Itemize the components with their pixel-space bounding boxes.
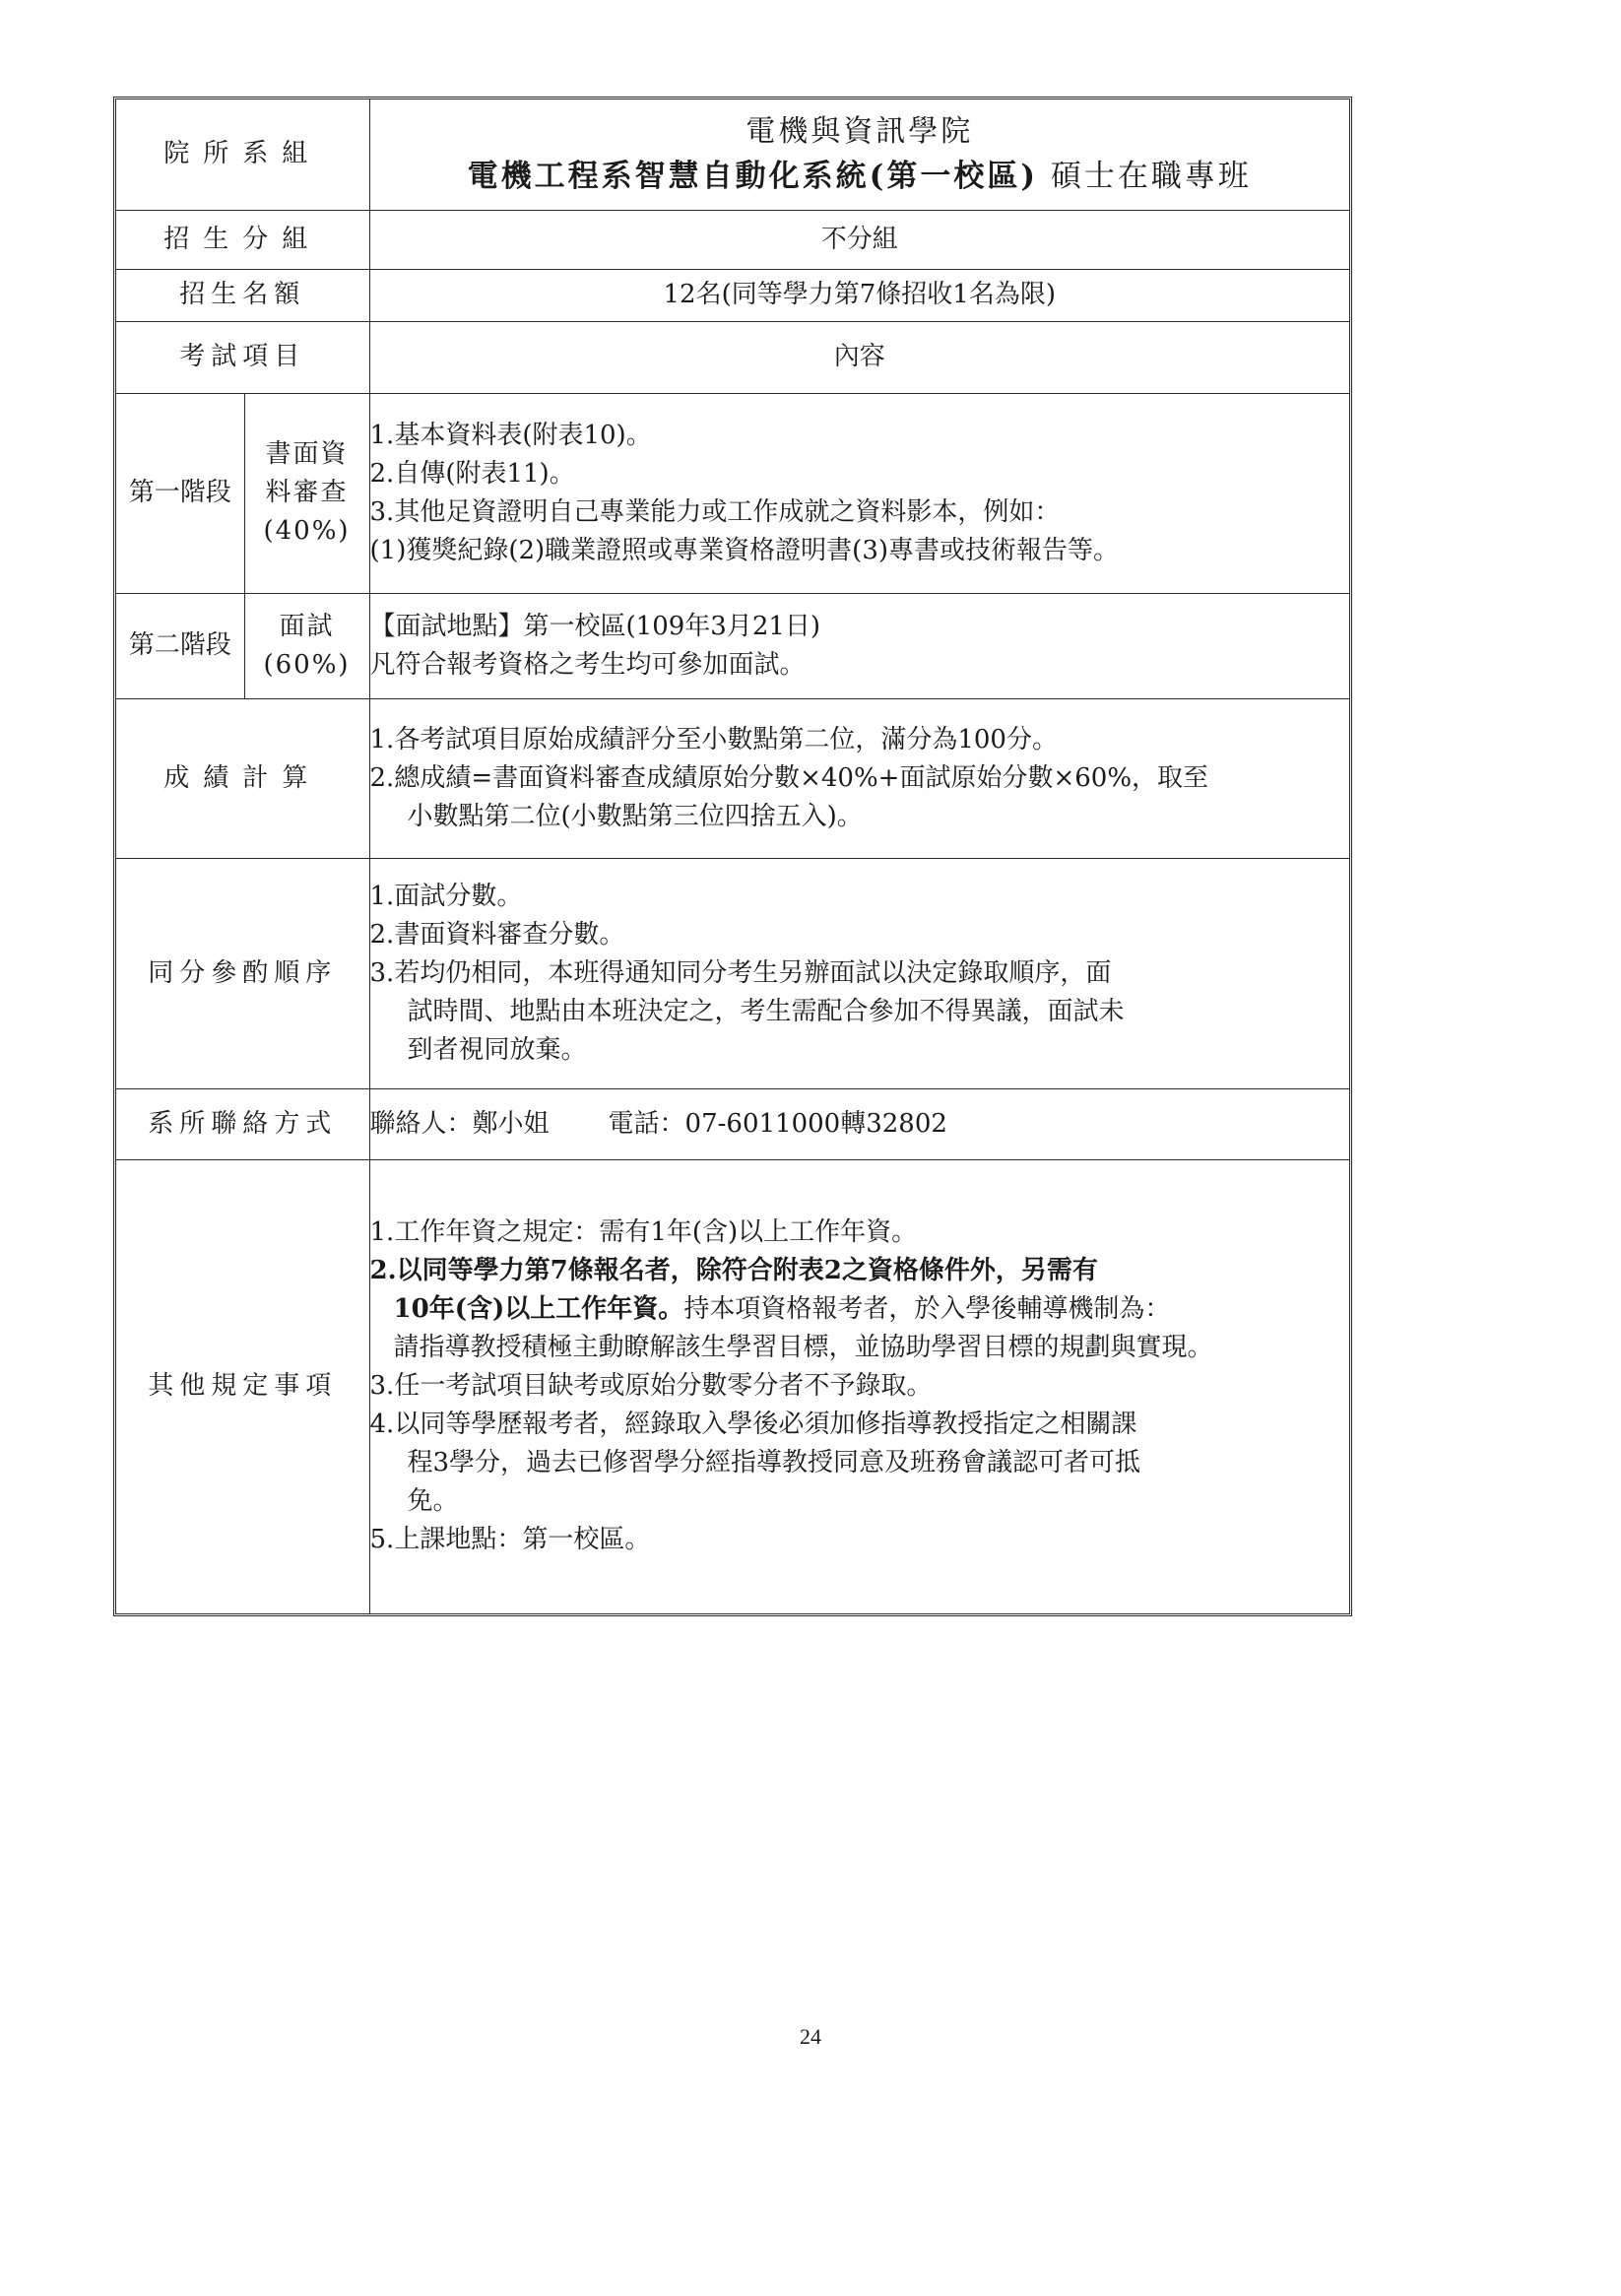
exam-content-heading: 內容: [369, 321, 1349, 393]
other-item: 1.工作年資之規定：需有1年(含)以上工作年資。: [369, 1217, 918, 1248]
stage2-sub: [244, 593, 369, 698]
other-item-bold: 2.以同等學力第7條報名者，除符合附表2之資格條件外，另需有: [369, 1256, 1098, 1286]
contact-label: 系所聯絡方式: [116, 1088, 369, 1159]
other-content: [369, 1159, 1349, 1613]
stage1-sub-line3: (40%): [263, 516, 351, 546]
stage1-item: 3.其他足資證明自己專業能力或工作成就之資料影本，例如：: [369, 496, 1061, 527]
row-other: [116, 1159, 1349, 1613]
other-item: 4.以同等學歷報考者，經錄取入學後必須加修指導教授指定之相關課: [369, 1410, 1137, 1440]
row-score: [116, 698, 1349, 858]
stage1-label: 第一階段: [116, 393, 244, 593]
row-tiebreak: [116, 858, 1349, 1088]
row-exam-header: [116, 321, 1349, 393]
other-item-cont: [370, 1290, 1349, 1329]
stage1-item: (1)獲獎紀錄(2)職業證照或專業資格證明書(3)專書或技術報告等。: [369, 535, 1120, 565]
score-item: 1.各考試項目原始成績評分至小數點第二位，滿分為100分。: [369, 724, 1058, 754]
other-item: 3.任一考試項目缺考或原始分數零分者不予錄取。: [369, 1371, 933, 1402]
contact-phone: 電話：07-6011000轉32802: [608, 1108, 947, 1139]
stage2-sub-line2: (60%): [263, 649, 351, 680]
stage1-content: [369, 393, 1349, 593]
college-name: 電機與資訊學院: [746, 114, 974, 149]
other-item-cont: 程3學分，過去已修習學分經指導教授同意及班務會議認可者可抵: [407, 1448, 1141, 1478]
group-label: 招生分組: [116, 210, 369, 269]
contact-content: [369, 1088, 1349, 1159]
row-group: [116, 210, 1349, 269]
program-name-bold: 電機工程系智慧自動化系統(第一校區): [467, 159, 1038, 194]
stage1-item: 1.基本資料表(附表10)。: [369, 420, 652, 450]
program-name: [370, 154, 1349, 200]
score-label: 成績計算: [116, 698, 369, 858]
row-contact: [116, 1088, 1349, 1159]
tiebreak-item-cont: 到者視同放棄。: [407, 1034, 587, 1065]
tiebreak-item-cont: 試時間、地點由本班決定之，考生需配合參加不得異議，面試未: [407, 996, 1125, 1026]
group-value: 不分組: [369, 210, 1349, 269]
stage1-sub-line2: 料審查: [265, 478, 349, 507]
other-label: 其他規定事項: [116, 1159, 369, 1613]
tiebreak-item: 1.面試分數。: [369, 881, 523, 911]
tiebreak-content: [369, 858, 1349, 1088]
other-item2-bold-cont: 10年(含)以上工作年資。: [393, 1294, 684, 1325]
contact-person: 聯絡人：鄭小姐: [369, 1108, 550, 1139]
row-quota: [116, 269, 1349, 321]
exam-label: 考試項目: [116, 321, 369, 393]
other-item-cont: 免。: [407, 1486, 459, 1517]
row-stage2: [116, 593, 1349, 698]
row-department: [116, 99, 1349, 210]
dept-value: [369, 99, 1349, 210]
tiebreak-item: 2.書面資料審查分數。: [369, 919, 625, 950]
stage2-label: 第二階段: [116, 593, 244, 698]
score-item-cont: 小數點第二位(小數點第三位四捨五入)。: [407, 801, 863, 831]
interview-eligibility: 凡符合報考資格之考生均可參加面試。: [369, 649, 806, 680]
program-name-rest: 碩士在職專班: [1050, 159, 1252, 194]
stage2-sub-line1: 面試: [279, 611, 335, 641]
quota-value: 12名(同等學力第7條招收1名為限): [369, 269, 1349, 321]
admission-table: [116, 99, 1349, 1613]
admission-table-frame: [113, 97, 1352, 1616]
other-item2-rest: 持本項資格報考者，於入學後輔導機制為：: [683, 1294, 1171, 1325]
tiebreak-label: 同分參酌順序: [116, 858, 369, 1088]
row-stage1: [116, 393, 1349, 593]
score-content: [369, 698, 1349, 858]
other-item-cont: 請指導教授積極主動瞭解該生學習目標，並協助學習目標的規劃與實現。: [393, 1333, 1213, 1363]
stage2-content: [369, 593, 1349, 698]
quota-label: 招生名額: [116, 269, 369, 321]
page-number: 24: [800, 2024, 821, 2049]
dept-label: 院所系組: [116, 99, 369, 210]
stage1-sub-line1: 書面資: [265, 439, 349, 469]
score-item: 2.總成績=書面資料審查成績原始分數×40%+面試原始分數×60%，取至: [369, 762, 1209, 793]
stage1-item: 2.自傳(附表11)。: [369, 458, 575, 489]
interview-location: 【面試地點】第一校區(109年3月21日): [369, 611, 821, 641]
other-item: 5.上課地點：第一校區。: [369, 1525, 651, 1555]
stage1-sub: [244, 393, 369, 593]
tiebreak-item: 3.若均仍相同，本班得通知同分考生另辦面試以決定錄取順序，面: [369, 957, 1112, 988]
